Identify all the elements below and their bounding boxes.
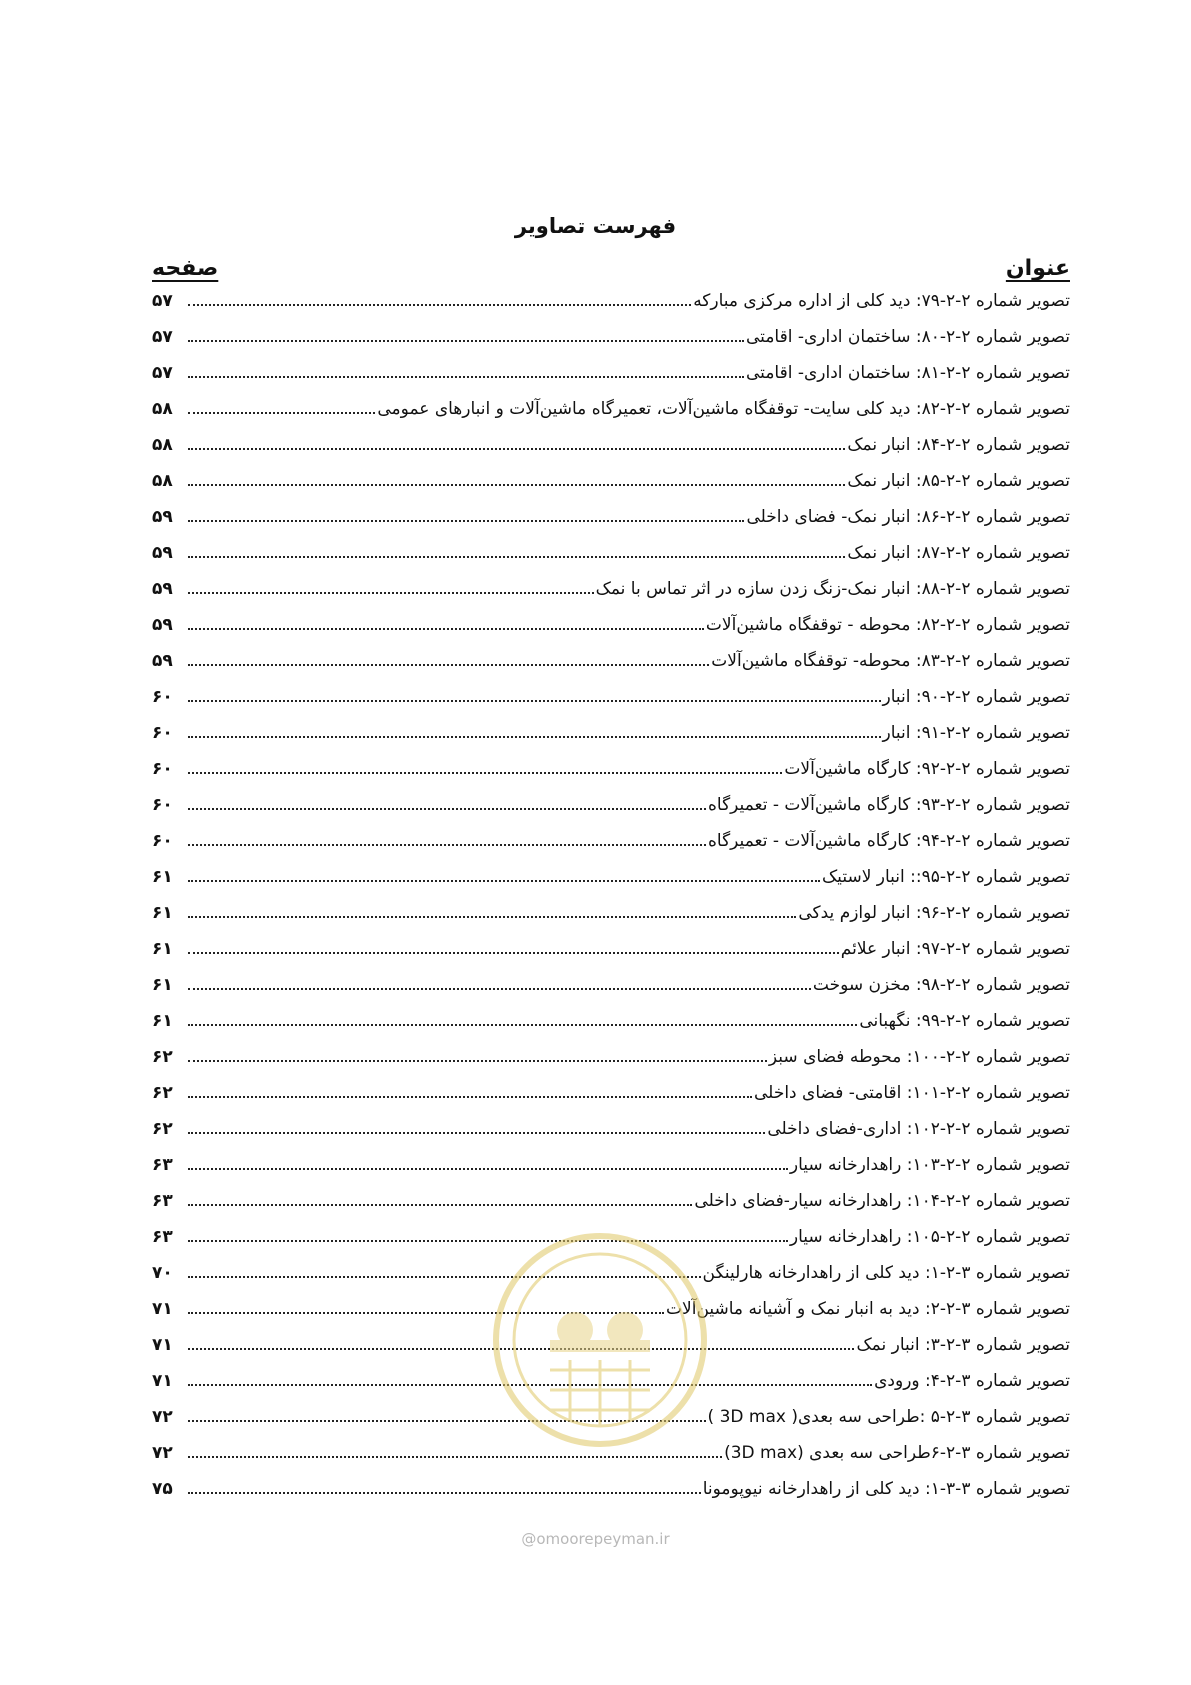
toc-page-number: ۷۱ xyxy=(152,1371,173,1391)
toc-entry xyxy=(152,1119,1070,1155)
dot-leader xyxy=(188,304,691,306)
toc-entry-title: تصویر شماره ۲-۲-۸۲: دید کلی سایت- توقفگاه ماشین‌آلات، تعمیرگاه ماشین‌آلات و انبارهای عمومی xyxy=(377,399,1070,419)
toc-entry xyxy=(152,615,1070,651)
toc-entry-title: تصویر شماره ۲-۲-۸۲: محوطه - توقفگاه ماشین‌آلات xyxy=(705,615,1070,635)
toc-entry-title: تصویر شماره ۳-۲-۴: ورودی xyxy=(874,1371,1070,1391)
toc-page-number: ۵۹ xyxy=(152,615,173,635)
toc-page-number: ۶۱ xyxy=(152,1011,173,1031)
toc-page-number: ۷۲ xyxy=(152,1407,173,1427)
dot-leader xyxy=(188,340,744,342)
toc-entry-title: تصویر شماره ۳-۲-۲: دید به انبار نمک و آشیانه ماشین‌آلات xyxy=(666,1299,1070,1319)
toc-entry-title: تصویر شماره ۲-۲-۱۰۵: راهدارخانه سیار xyxy=(789,1227,1070,1247)
toc-page-number: ۵۸ xyxy=(152,399,173,419)
toc-page-number: ۵۹ xyxy=(152,579,173,599)
dot-leader xyxy=(188,736,881,738)
toc-page-number: ۶۰ xyxy=(152,723,173,743)
toc-page-number: ۶۲ xyxy=(152,1047,173,1067)
toc-entry xyxy=(152,795,1070,831)
toc-entry-title: تصویر شماره ۳-۲-۶طراحی سه بعدی (3D max) xyxy=(724,1443,1070,1463)
toc-entry-title: تصویر شماره ۳-۲-۱: دید کلی از راهدارخانه هارلینگن xyxy=(702,1263,1070,1283)
toc-entry xyxy=(152,903,1070,939)
toc-page-number: ۶۱ xyxy=(152,903,173,923)
toc-page-number: ۵۷ xyxy=(152,363,173,383)
toc-entry-title: تصویر شماره ۲-۲-۱۰۲: اداری-فضای داخلی xyxy=(767,1119,1070,1139)
toc-entry-title: تصویر شماره ۲-۲-۹۱: انبار xyxy=(882,723,1070,743)
toc-entry-title: تصویر شماره ۲-۲-۹۲: کارگاه ماشین‌آلات xyxy=(784,759,1070,779)
dot-leader xyxy=(188,1204,692,1206)
toc-entry-title: تصویر شماره ۲-۲-۹۷: انبار علائم xyxy=(840,939,1070,959)
toc-page-number: ۵۹ xyxy=(152,543,173,563)
toc-entry-title: تصویر شماره ۲-۲-۹۰: انبار xyxy=(882,687,1070,707)
toc-entry xyxy=(152,291,1070,327)
dot-leader xyxy=(188,1096,752,1098)
toc-page-number: ۷۱ xyxy=(152,1299,173,1319)
toc-page-number: ۵۸ xyxy=(152,435,173,455)
toc-page-number: ۶۲ xyxy=(152,1119,173,1139)
toc-entry xyxy=(152,867,1070,903)
toc-entry xyxy=(152,435,1070,471)
toc-entry-title: تصویر شماره ۲-۲-۹۸: مخزن سوخت xyxy=(812,975,1070,995)
toc-entry-title: تصویر شماره ۳-۲-۳: انبار نمک xyxy=(856,1335,1070,1355)
toc-entry-title: تصویر شماره ۲-۲-۹۹: نگهبانی xyxy=(859,1011,1070,1031)
toc-page-number: ۶۲ xyxy=(152,1083,173,1103)
dot-leader xyxy=(188,1024,857,1026)
toc-page-number: ۵۷ xyxy=(152,327,173,347)
toc-entry xyxy=(152,1011,1070,1047)
watermark-url: @omoorepeyman.ir xyxy=(521,1530,670,1548)
toc-entry-title: تصویر شماره ۲-۲-۹۳: کارگاه ماشین‌آلات - تعمیرگاه xyxy=(708,795,1070,815)
dot-leader xyxy=(188,916,796,918)
dot-leader xyxy=(188,808,706,810)
dot-leader xyxy=(188,592,594,594)
toc-entry-title: تصویر شماره ۳-۳-۱: دید کلی از راهدارخانه نیوپومونا xyxy=(702,1479,1070,1499)
toc-page-number: ۶۳ xyxy=(152,1155,173,1175)
dot-leader xyxy=(188,1492,701,1494)
toc-page-number: ۵۷ xyxy=(152,291,173,311)
column-headers xyxy=(152,256,1070,290)
toc-entry-title: تصویر شماره ۲-۲-۷۹: دید کلی از اداره مرکزی مبارکه xyxy=(693,291,1070,311)
toc-entry-title: تصویر شماره ۳-۲-۵ :طراحی سه بعدی( 3D max ) xyxy=(707,1407,1070,1427)
dot-leader xyxy=(188,1060,767,1062)
watermark-seal xyxy=(480,1220,720,1460)
toc-entry xyxy=(152,651,1070,687)
toc-page-number: ۵۹ xyxy=(152,651,173,671)
dot-leader xyxy=(188,376,744,378)
toc-page-number: ۵۹ xyxy=(152,507,173,527)
toc-entry-title: تصویر شماره ۲-۲-۸۷: انبار نمک xyxy=(847,543,1070,563)
toc-page-number: ۷۰ xyxy=(152,1263,173,1283)
toc-entry-title: تصویر شماره ۲-۲-۱۰۴: راهدارخانه سیار-فضای داخلی xyxy=(694,1191,1070,1211)
toc-entry-title: تصویر شماره ۲-۲-۹۴: کارگاه ماشین‌آلات - تعمیرگاه xyxy=(708,831,1070,851)
dot-leader xyxy=(188,772,782,774)
toc-entry xyxy=(152,1047,1070,1083)
dot-leader xyxy=(188,844,706,846)
toc-entry xyxy=(152,1083,1070,1119)
toc-entry xyxy=(152,1155,1070,1191)
toc-entry xyxy=(152,723,1070,759)
dot-leader xyxy=(188,412,375,414)
dot-leader xyxy=(188,484,845,486)
toc-page-number: ۶۳ xyxy=(152,1227,173,1247)
dot-leader xyxy=(188,556,845,558)
page-title: فهرست تصاویر xyxy=(514,214,677,238)
column-header-title: عنوان xyxy=(1005,256,1070,281)
dot-leader xyxy=(188,1132,765,1134)
toc-entry xyxy=(152,399,1070,435)
dot-leader xyxy=(188,628,704,630)
dot-leader xyxy=(188,664,709,666)
toc-entry-title: تصویر شماره ۲-۲-۱۰۳: راهدارخانه سیار xyxy=(789,1155,1070,1175)
dot-leader xyxy=(188,700,881,702)
toc-entry xyxy=(152,759,1070,795)
toc-entry xyxy=(152,1479,1070,1515)
toc-entry xyxy=(152,975,1070,1011)
toc-entry-title: تصویر شماره ۲-۲-۹۵:: انبار لاستیک xyxy=(821,867,1070,887)
toc-entry-title: تصویر شماره ۲-۲-۱۰۱: اقامتی- فضای داخلی xyxy=(754,1083,1070,1103)
toc-entry xyxy=(152,543,1070,579)
dot-leader xyxy=(188,880,820,882)
dot-leader xyxy=(188,988,811,990)
toc-entry-title: تصویر شماره ۲-۲-۸۱: ساختمان اداری- اقامتی xyxy=(746,363,1070,383)
toc-page-number: ۶۱ xyxy=(152,867,173,887)
toc-entry-title: تصویر شماره ۲-۲-۸۶: انبار نمک- فضای داخلی xyxy=(746,507,1070,527)
toc-entry-title: تصویر شماره ۲-۲-۸۰: ساختمان اداری- اقامتی xyxy=(746,327,1070,347)
toc-page-number: ۶۰ xyxy=(152,759,173,779)
toc-page-number: ۷۱ xyxy=(152,1335,173,1355)
toc-page-number: ۶۰ xyxy=(152,831,173,851)
toc-page-number: ۶۰ xyxy=(152,687,173,707)
column-header-page: صفحه xyxy=(152,256,219,281)
dot-leader xyxy=(188,1168,788,1170)
toc-page-number: ۶۰ xyxy=(152,795,173,815)
toc-page-number: ۷۵ xyxy=(152,1479,173,1499)
toc-entry xyxy=(152,579,1070,615)
toc-entry xyxy=(152,939,1070,975)
toc-page-number: ۶۱ xyxy=(152,939,173,959)
toc-page-number: ۵۸ xyxy=(152,471,173,491)
toc-entry xyxy=(152,363,1070,399)
toc-entry-title: تصویر شماره ۲-۲-۸۴: انبار نمک xyxy=(847,435,1070,455)
toc-entry-title: تصویر شماره ۲-۲-۹۶: انبار لوازم یدکی xyxy=(798,903,1070,923)
toc-entry xyxy=(152,327,1070,363)
toc-entry xyxy=(152,831,1070,867)
toc-entry-title: تصویر شماره ۲-۲-۸۸: انبار نمک-زنگ زدن سازه در اثر تماس با نمک xyxy=(595,579,1070,599)
dot-leader xyxy=(188,520,744,522)
toc-entry-title: تصویر شماره ۲-۲-۱۰۰: محوطه فضای سبز xyxy=(768,1047,1070,1067)
toc-entry xyxy=(152,507,1070,543)
dot-leader xyxy=(188,448,845,450)
toc-entry xyxy=(152,471,1070,507)
toc-entry-title: تصویر شماره ۲-۲-۸۵: انبار نمک xyxy=(847,471,1070,491)
toc-page-number: ۶۳ xyxy=(152,1191,173,1211)
toc-page-number: ۷۲ xyxy=(152,1443,173,1463)
toc-page-number: ۶۱ xyxy=(152,975,173,995)
toc-entry xyxy=(152,687,1070,723)
dot-leader xyxy=(188,952,839,954)
toc-entry-title: تصویر شماره ۲-۲-۸۳: محوطه- توقفگاه ماشین‌آلات xyxy=(711,651,1070,671)
